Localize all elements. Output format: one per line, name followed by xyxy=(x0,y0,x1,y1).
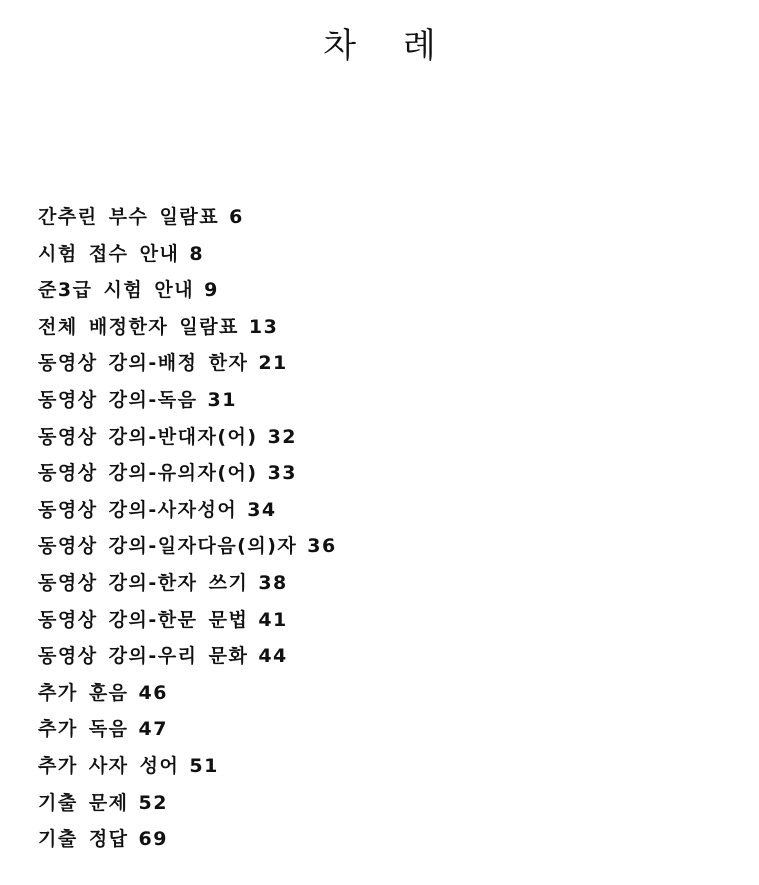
toc-entry[interactable] xyxy=(38,236,337,273)
toc-entry[interactable] xyxy=(38,309,337,346)
toc-entry-page: 44 xyxy=(258,645,288,668)
toc-entry-title: 추가 사자 성어 xyxy=(38,754,180,777)
toc-entry-page: 51 xyxy=(189,754,219,777)
toc-entry-page: 31 xyxy=(207,388,237,411)
toc-entry[interactable] xyxy=(38,528,337,565)
toc-entry-page: 52 xyxy=(138,791,168,814)
toc-entry[interactable] xyxy=(38,345,337,382)
toc-entry-title: 간추린 부수 일람표 xyxy=(38,206,220,228)
page-title: 차 례 xyxy=(323,26,454,66)
toc-entry[interactable] xyxy=(38,419,337,456)
toc-entry[interactable] xyxy=(38,711,337,748)
toc-entry-page: 69 xyxy=(138,828,168,851)
toc-entry-title: 동영상 강의-일자다음(의)자 xyxy=(38,535,298,558)
toc-entry-page: 33 xyxy=(267,462,298,485)
toc-entry[interactable] xyxy=(38,565,337,602)
toc-entry[interactable] xyxy=(38,272,337,309)
toc-entry-page: 13 xyxy=(248,315,279,338)
toc-entry[interactable] xyxy=(38,675,337,712)
toc-entry-title: 추가 독음 xyxy=(38,718,129,741)
toc-entry[interactable] xyxy=(38,455,337,492)
toc-entry-page: 47 xyxy=(138,718,168,741)
toc-entry-page: 36 xyxy=(307,535,337,558)
toc-entry[interactable] xyxy=(38,602,337,639)
toc-entry-page: 6 xyxy=(229,206,244,228)
toc-entry-title: 기출 문제 xyxy=(38,791,129,814)
toc-entry-title: 시험 접수 안내 xyxy=(38,242,180,265)
toc-entry-page: 46 xyxy=(138,681,168,704)
toc-entry-title: 전체 배정한자 일람표 xyxy=(38,315,239,338)
toc-entry-title: 추가 훈음 xyxy=(38,681,129,704)
toc-entry-title: 동영상 강의-배정 한자 xyxy=(38,352,249,375)
toc-entry[interactable] xyxy=(38,785,337,822)
toc-entry-title: 준3급 시험 안내 xyxy=(38,279,195,302)
toc-entry-title: 기출 정답 xyxy=(38,828,129,851)
toc-entry-page: 41 xyxy=(258,608,288,631)
toc-entry[interactable] xyxy=(38,382,337,419)
toc-entry[interactable] xyxy=(38,638,337,675)
toc-entry-title: 동영상 강의-반대자(어) xyxy=(38,425,258,448)
toc-entry-title: 동영상 강의-한자 쓰기 xyxy=(38,571,249,594)
toc-entry-page: 8 xyxy=(189,242,205,265)
toc-entry[interactable] xyxy=(38,492,337,529)
toc-entry-page: 34 xyxy=(247,498,277,521)
toc-entry-title: 동영상 강의-독음 xyxy=(38,388,198,411)
toc-entry-page: 38 xyxy=(258,571,288,594)
toc-entry-title: 동영상 강의-한문 문법 xyxy=(38,608,249,631)
toc-entry[interactable] xyxy=(38,821,337,858)
table-of-contents xyxy=(38,199,337,858)
toc-entry[interactable] xyxy=(38,748,337,785)
toc-entry-title: 동영상 강의-사자성어 xyxy=(38,498,238,521)
toc-entry-page: 32 xyxy=(267,425,298,448)
toc-entry[interactable] xyxy=(38,199,337,236)
toc-entry-page: 9 xyxy=(204,279,219,302)
toc-entry-title: 동영상 강의-유의자(어) xyxy=(38,462,258,485)
toc-entry-title: 동영상 강의-우리 문화 xyxy=(38,645,249,668)
toc-entry-page: 21 xyxy=(258,352,288,375)
